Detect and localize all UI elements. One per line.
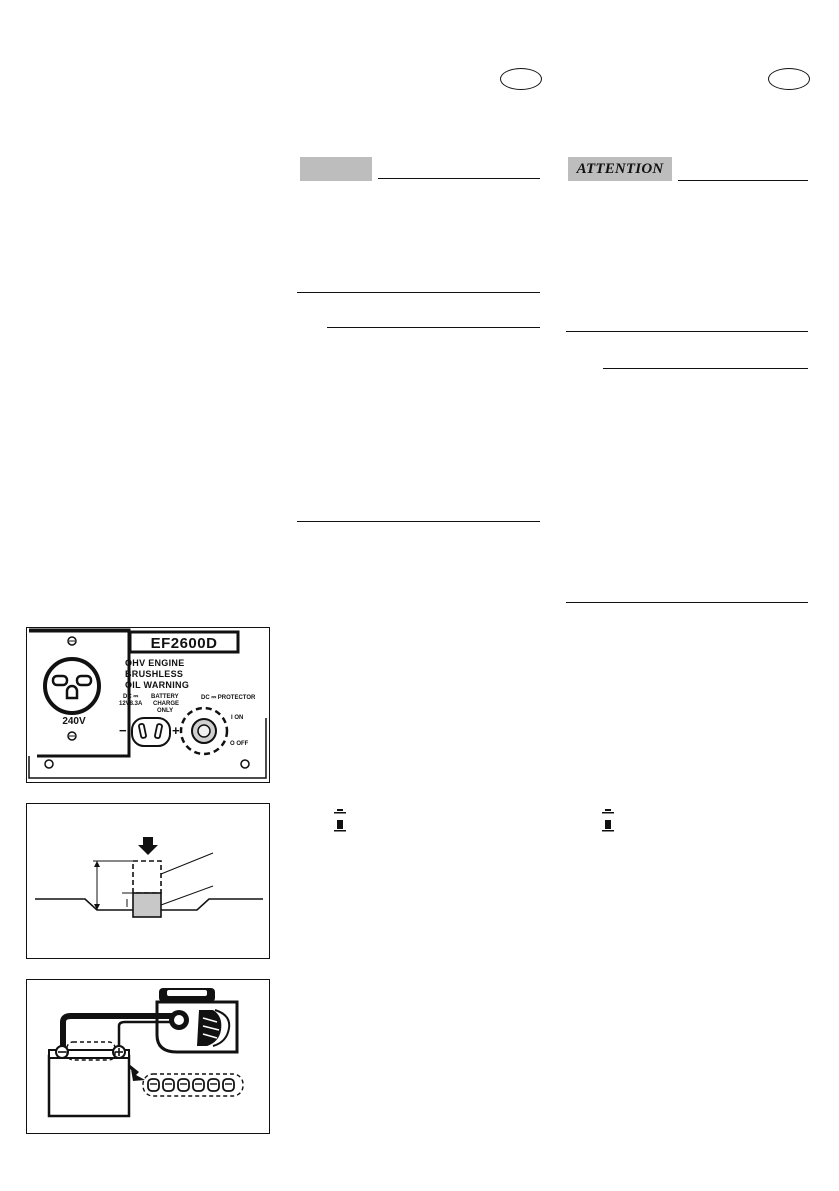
right-section-rule-1 <box>566 331 808 332</box>
fluid-level-icon <box>333 808 347 834</box>
plus-sign: + <box>172 723 180 738</box>
off-label: O OFF <box>230 741 249 747</box>
control-panel-figure <box>26 627 270 783</box>
down-arrow-icon <box>138 837 158 855</box>
dc-rating-line-2: 12V8.3A <box>119 701 143 707</box>
notice-tag-left <box>300 157 372 181</box>
minus-sign: − <box>119 723 127 738</box>
left-section-rule-3 <box>297 521 540 522</box>
voltage-label: 240V <box>62 716 86 727</box>
fluid-level-icon <box>601 808 615 834</box>
pointer-arrow-icon <box>128 1064 145 1081</box>
battery-line-2: CHARGE <box>153 701 180 707</box>
feature-line-1: OHV ENGINE <box>125 658 185 668</box>
left-section-rule-1 <box>297 292 540 293</box>
language-badge-left <box>500 68 542 90</box>
level-diagram-figure <box>26 803 270 959</box>
attention-tag-rule <box>678 180 808 181</box>
dc-rating-line-1: DC ⎓ <box>123 694 139 700</box>
attention-tag: ATTENTION <box>568 157 672 181</box>
language-badge-right <box>768 68 810 90</box>
feature-line-3: OIL WARNING <box>125 680 190 690</box>
model-name: EF2600D <box>150 635 218 652</box>
battery-line-1: BATTERY <box>151 694 179 700</box>
battery-connection-figure <box>26 979 270 1134</box>
feature-line-2: BRUSHLESS <box>125 669 184 679</box>
protector-label: DC ⎓ PROTECTOR <box>201 695 256 701</box>
notice-tag-left-rule <box>378 178 540 179</box>
battery-line-3: ONLY <box>157 708 174 714</box>
right-section-rule-2 <box>603 368 808 369</box>
right-section-rule-3 <box>566 602 808 603</box>
on-label: I ON <box>231 715 244 721</box>
left-section-rule-2 <box>327 327 540 328</box>
